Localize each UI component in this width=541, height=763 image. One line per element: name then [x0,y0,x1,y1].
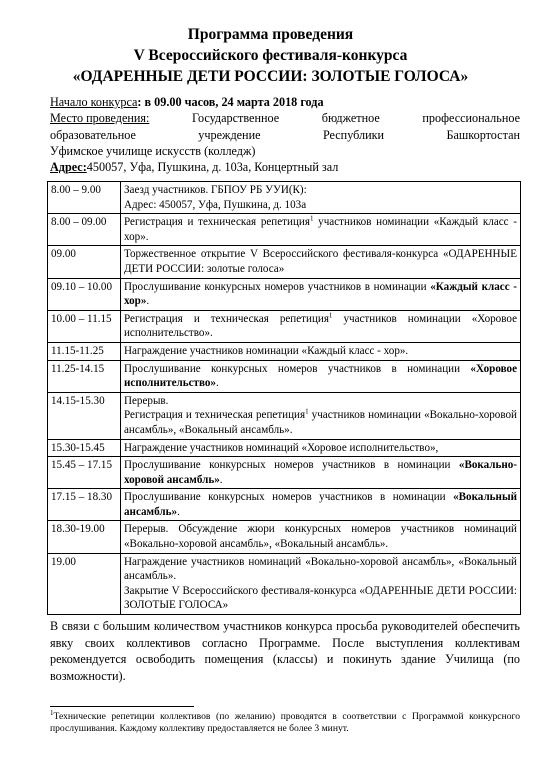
venue-word: образовательное [50,127,136,142]
activity-text: . [146,295,150,308]
activity-cell: Торжественное открытие V Всероссийского фестиваля-конкурса «ОДАРЕННЫЕ ДЕТИ РОССИИ: золотые голоса» [121,246,521,278]
activity-cell: Награждение участников номинации «Каждый класс - хор». [121,342,521,360]
event-info [50,94,520,175]
venue-word: Башкортостан [446,127,520,142]
table-row [48,392,521,439]
footnote-ref: 1 [305,407,309,416]
activity-text: Регистрация и техническая репетиция [124,312,329,325]
footnote-mark: 1 [50,708,54,717]
time-cell: 09.10 – 10.00 [48,278,121,310]
table-row [48,246,521,278]
activity-cell [121,278,521,310]
time-cell: 11.25-14.15 [48,360,121,392]
table-row [48,342,521,360]
table-row [48,553,521,614]
activity-cell [121,214,521,246]
table-row [48,214,521,246]
start-line [50,94,520,110]
schedule-table [47,181,521,615]
activity-text: Прослушивание конкурсных номеров участников в номинации [124,362,471,375]
address-line [50,159,520,175]
activity-text: Награждение участников номинаций «Вокально-хоровой ансамбль», «Вокальный ансамбль». [124,555,517,583]
title-line-2: V Всероссийского фестиваля-конкурса [133,47,408,64]
activity-cell [121,489,521,521]
time-cell: 8.00 – 09.00 [48,214,121,246]
activity-text: . [177,505,180,518]
nomination-name: «Вокально-хоровой ансамбль» [124,459,517,486]
activity-text: участников номинации «Каждый класс - хор». [124,216,517,243]
activity-cell: Перерыв. Обсуждение жюри конкурсных номеров участников номинаций «Вокально-хоровой ансамбль», «Вокальный ансамбль». [121,521,521,553]
activity-text: . [219,473,223,486]
activity-text: Адрес: 450057, Уфа, Пушкина, д. 103а [124,198,307,211]
activity-cell: Награждение участников номинаций «Хоровое исполнительство», [121,439,521,457]
activity-text: Заезд участников. ГБПОУ РБ УУИ(К): [124,184,307,196]
activity-text: Закрытие V Всероссийского фестиваля-конкурса «ОДАРЕННЫЕ ДЕТИ РОССИИ: ЗОЛОТЫЕ ГОЛОСА» [124,584,517,612]
activity-text [124,408,517,437]
activity-text: . [215,377,219,390]
time-cell: 15.45 – 17.15 [48,457,121,489]
activity-text: Регистрация и техническая репетиция [124,409,306,422]
venue-line-2 [50,127,520,143]
footnote-ref: 1 [328,311,333,320]
time-cell: 18.30-19.00 [48,521,121,553]
footnote-ref: 1 [309,214,314,223]
activity-text: участников номинации «Вокально-хоровой ансамбль», «Вокальный ансамбль». [124,409,517,436]
venue-line-1 [50,110,520,126]
venue-line-3: Уфимское училище искусств (колледж) [50,143,256,158]
activity-cell [121,360,521,392]
activity-cell [121,182,521,214]
activity-cell [121,392,521,439]
nomination-name: «Каждый класс - хор» [124,280,517,308]
activity-cell [121,310,521,342]
activity-text: Прослушивание конкурсных номеров участников в номинации [124,459,459,472]
footnote [50,708,520,736]
address-value: 450057, Уфа, Пушкина, д. 103а, Концертный зал [86,160,339,175]
time-cell: 10.00 – 11.15 [48,310,121,342]
footnote-separator [50,706,194,707]
activity-text: Прослушивание конкурсных номеров участников в номинации [124,491,454,504]
venue-word: профессиональное [422,111,520,126]
activity-text: Регистрация и техническая репетиция [124,216,310,229]
activity-text: Перерыв. [124,394,169,407]
venue-word: Государственное [191,111,280,126]
venue-word: бюджетное [321,111,380,126]
closing-paragraph: В связи с большим количеством участников конкурса просьба руководителей обеспечить явку своих коллективов согласно Программе. После выступления коллективам рекомендуется освободить помещения (классы) и покинуть здание Училища (по возможности). [50,619,520,683]
time-cell: 8.00 – 9.00 [48,182,121,214]
table-row [48,521,521,553]
activity-cell [121,457,521,489]
venue-label: Место проведения: [50,111,150,126]
table-row [48,360,521,392]
time-cell: 09.00 [48,246,121,278]
time-cell: 17.15 – 18.30 [48,489,121,521]
time-cell: 15.30-15.45 [48,439,121,457]
footnote-text: Технические репетиции коллективов (по желанию) проводятся в соответствии с Программой конкурсного прослушивания. Каждому коллективу предоставляется не более 3 минут. [50,711,520,735]
nomination-name: «Вокальный ансамбль» [124,491,517,518]
activity-text: Прослушивание конкурсных номеров участников в номинации [124,280,431,293]
document-title [40,24,501,87]
venue-word: учреждение [198,127,261,142]
table-row [48,439,521,457]
nomination-name: «Хоровое исполнительство» [124,362,517,390]
table-row [48,278,521,310]
table-row [48,489,521,521]
start-label: Начало конкурса [50,95,138,109]
activity-text: участников номинации «Хоровое исполнительство». [124,312,518,340]
venue-word: Республики [322,127,385,142]
table-row [48,182,521,214]
time-cell: 14.15-15.30 [48,392,121,439]
address-label: Адрес: [50,160,87,175]
start-value: : в 09.00 часов, 24 марта 2018 года [137,95,324,109]
title-line-3: «ОДАРЕННЫЕ ДЕТИ РОССИИ: ЗОЛОТЫЕ ГОЛОСА» [72,68,469,85]
table-row [48,457,521,489]
time-cell: 11.15-11.25 [48,342,121,360]
table-row [48,310,521,342]
title-line-1: Программа проведения [187,26,354,43]
time-cell: 19.00 [48,553,121,614]
activity-cell [121,553,521,614]
